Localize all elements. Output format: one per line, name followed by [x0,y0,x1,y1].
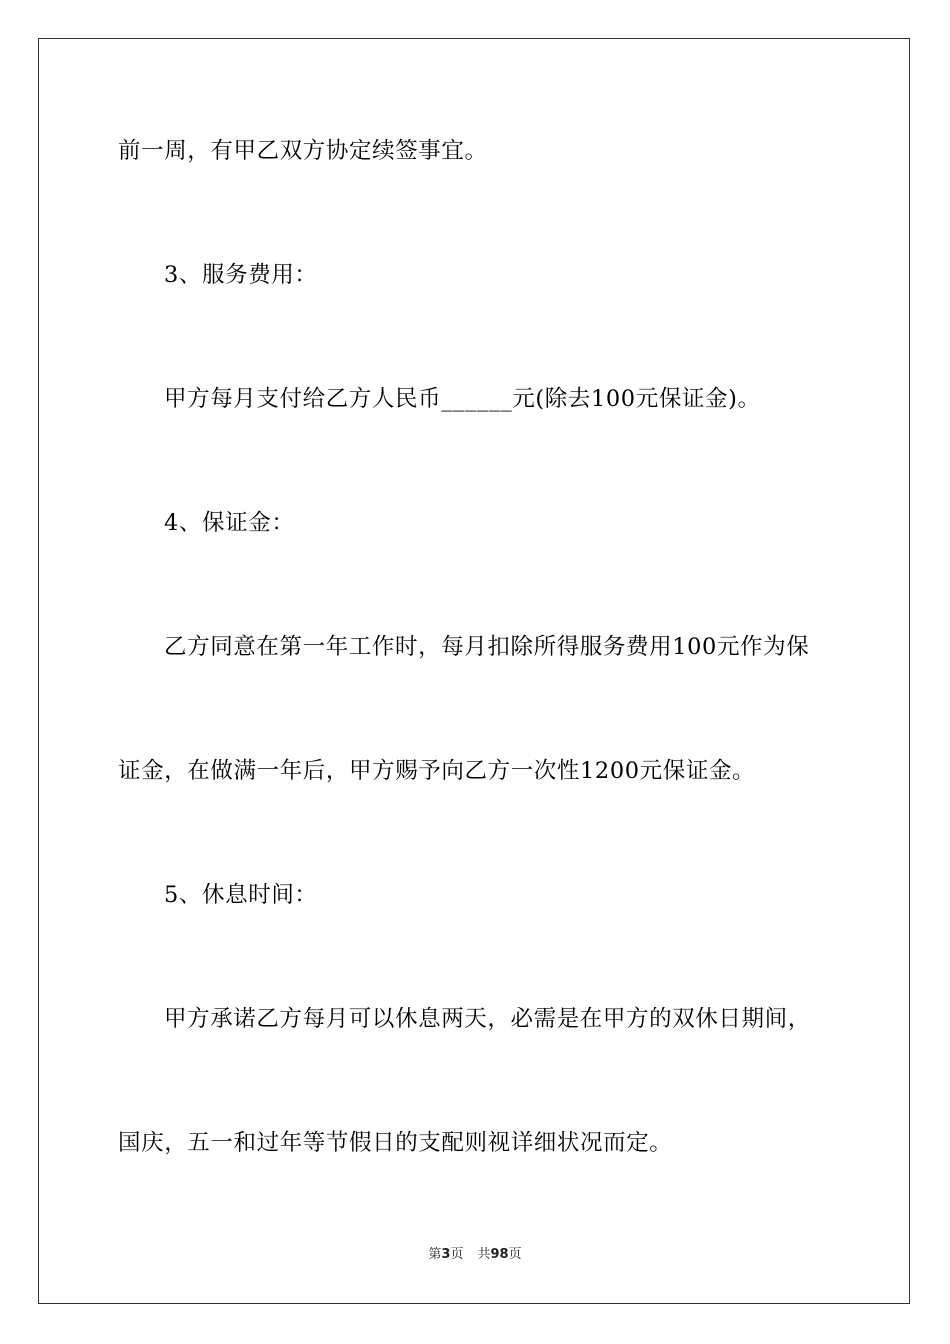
paragraph-service-fee: 甲方每月支付给乙方人民币______元(除去100元保证金)。 [164,386,761,412]
paragraph-rest-line-1: 甲方承诺乙方每月可以休息两天，必需是在甲方的双休日期间， [164,1006,811,1032]
page-number: 3 [441,1247,451,1262]
section-heading-5: 5、休息时间： [164,882,318,908]
section-heading-3: 3、服务费用： [164,262,318,288]
section-heading-4: 4、保证金： [164,510,295,536]
page-prefix: 第 [428,1247,442,1262]
text-line-1: 前一周，有甲乙双方协定续签事宜。 [118,138,488,164]
page-suffix: 页 [450,1247,464,1262]
paragraph-deposit-line-2: 证金，在做满一年后，甲方赐予向乙方一次性1200元保证金。 [118,758,756,784]
page-border [38,38,910,1304]
paragraph-deposit-line-1: 乙方同意在第一年工作时，每月扣除所得服务费用100元作为保 [164,634,810,660]
paragraph-rest-line-2: 国庆，五一和过年等节假日的支配则视详细状况而定。 [118,1130,673,1156]
total-pages: 98 [490,1247,509,1262]
page-footer [0,1246,950,1264]
total-prefix: 共 [477,1247,491,1262]
total-suffix: 页 [508,1247,522,1262]
